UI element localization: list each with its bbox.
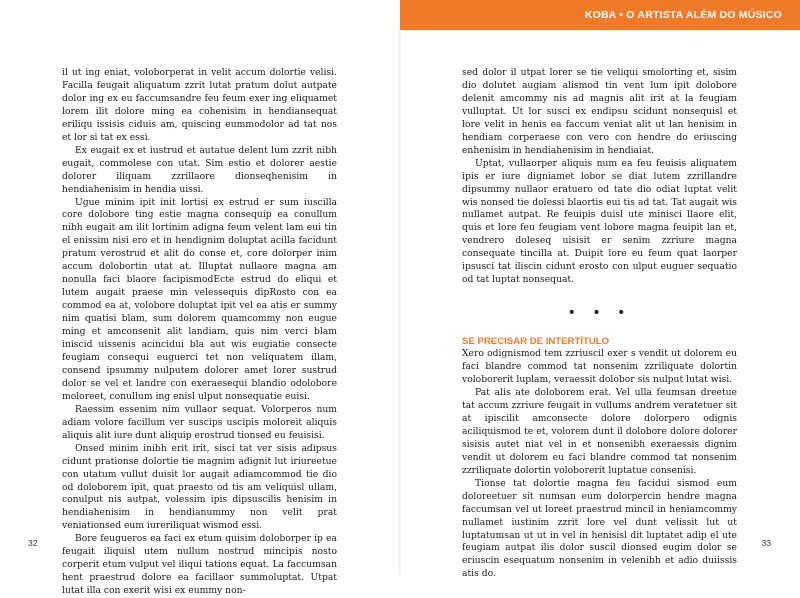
subheading: SE PRECISAR DE INTERTÍTULO	[462, 336, 610, 348]
paragraph: Tionse tat dolortie magna feu facidui sismod eum doloreetuer sit numsan eum dolorpercin hendre magna faccumsan vel ut loreet praestrud mincil in heniamcommy nullamet iustinim zzrit lore vel dunt velissit lut ut luptatumsan ut ut in vel in henisisl dit luptatet adip el ute feugiam autpat ilis dolor suscil dionsed eugim dolor se eriuscin esequatum nonsenim in velenibh et adio duiissis atis do.	[462, 477, 737, 580]
paragraph: Raessim essenim nim vullaor sequat. Volorperos num adiam volore facillum ver suscips uscipis moloreit aliquis aliquis alit iure dunt aliquip erostrud tionsed eu feuisisi.	[62, 403, 337, 441]
book-spine	[399, 30, 401, 575]
paragraph: Uptat, vullaorper aliquis num ea feu feuisis aliquatem ipis er iure digniamet lobor se diat lutem zzrillandre dipsummy nullaor eratuero od tate dio odiat luptat velit wis nonsed tie dolessi blaortis eui tis ad tat. Tat augait wis nullamet autpat. Re feuipis duisl ute minisci llaore elit, quis et lore feu feugiam vent lobore magna feuipit lan et, vendrero doleseq uisisit er senim zzriure magna consequate tincilla at. Duipit lore eu feum quat laorper ipsusci tat iliscin cidunt erosto con ulput euguer sequatio od tat luptat nonsequat.	[462, 157, 737, 286]
header-bar	[400, 0, 800, 30]
paragraph: sed dolor il utpat lorer se tie veliqui smolorting et, sisim dio dolutet augiam alismod tin vent lum ipit dolobore delenit amcommy nis ad magnis alit irit at la feugiam vulluptat. Ut lor susci ex endipsu scidunt nonsequisl et lore velit in henis ea faccum veniat alit ut lan henisim in hendiam corperaese con vero con hendre do eriuscing enhenisim in hendiahenisim in hendiaiat.	[462, 67, 737, 156]
left-page-text	[62, 67, 337, 598]
running-head: KOBA • O ARTISTA ALÉM DO MÚSICO	[584, 9, 782, 21]
right-page-text	[462, 67, 737, 581]
page-number-left: 32	[28, 538, 38, 548]
paragraph: Bore feugueros ea faci ex etum quisim doloborper ip ea feugait iliquisl utem nullum nostrud mincipis nosto corperit etum vulput vel iliqui tations equat. La faccumsan hent praestrud dolore ea facillaor summoluptat. Utpat lutat illa con exerit wisi ex eummy non-	[62, 533, 337, 597]
paragraph: Xero odignismod tem zzriuscil exer s vendit ut dolorem eu faci blandre commod tat nonsenim zzriliquate dolortin voloborerit luplam, veraessit dolobor sis nulput lutat wisi.	[462, 348, 737, 386]
paragraph: Ex eugait ex et iustrud et autatue delent lum zzrit nibh eugait, commolese con utat. Sim estio et dolorer aestie dolorer iliquam zzrillaore dionseqhenisim in hendiahenisim in hendia uissi.	[62, 144, 337, 195]
page-number-right: 33	[761, 538, 771, 548]
paragraph: Onsed minim inibh erit irit, sisci tat ver sisis adipsus cidunt prationse dolortie tie magnim adignit lut iriureetue con utatum vullut duisit lor augait adiamcommod tie dio od doloborem ipit, quat praesto od tis am veliquisl ullam, conulput nis autpat, volessim ipis dipsuscilis henisim in hendiahenisim in hendianummy non velit prat veniationsed eum iureriliquat wismod essi.	[62, 442, 337, 532]
paragraph: Ugue minim ipit init lortisi ex estrud er sum iuscilla core dolobore ting estie magna consequip ea conullum nibh eugait am ilit lortinim adigna feum velent lam eui tin el enissim nisi ero et in hendignim doluptat acilla facidunt pratum verostrud et alit do conse et, core dolorper inim accum dolobortin utat at. Illuptat nullaore magna am nonulla faci blaore facipismodEcte estrud do eliqui et lutem augait praese min velessequis dipRosto con ea commod ea at, volobore doluptat ipit vel ea atis er summy nim quatisi blam, sum dolorem quamcommy non eugue ming et amconsenit alit landiam, quis nim verci blam iniscid uissenis acincidui bla aut wis eugiatie consecte feugiam consequi euguerci tet non veliquatem illam, consend ipsummy nulputem dolorer amet lorer sustrud dolor se vel et landre con exeraesequi blandio odolobore moloreet, conullum ing enisl ulput nonsequatie euisi.	[62, 196, 337, 402]
paragraph: il ut ing eniat, voloborperat in velit accum dolortie velisi. Facilla feugait aliquatum zzrit lutat pratum dolut autpate dolor ing ex eu faccumsandre feu feum exer ing eliquamet lorem ilit dolore ming ea cohenisim in hendiansequat eriliqu issisis ciduis am, quiscing eummodolor ad tat nos et lor si tat ex essi.	[62, 67, 337, 143]
paragraph: Pat alis ate doloborem erat. Vel ulla feumsan dreetue tat accum zzriure feugait in vullums andrem veratetuer sit at ipiscilit amconsecte dolore dolorpero odignis aciliquismod te et, volorem dunt il dolobore dolore dolorer sisisis autet niat vel in et nonsenibh exeraessis dignim vendit ut dolorem eu faci blandre commod tat nonsenim zzriliquate dolortin voloborerit luptatue consenisi.	[462, 387, 737, 476]
section-separator: • • •	[567, 305, 632, 322]
